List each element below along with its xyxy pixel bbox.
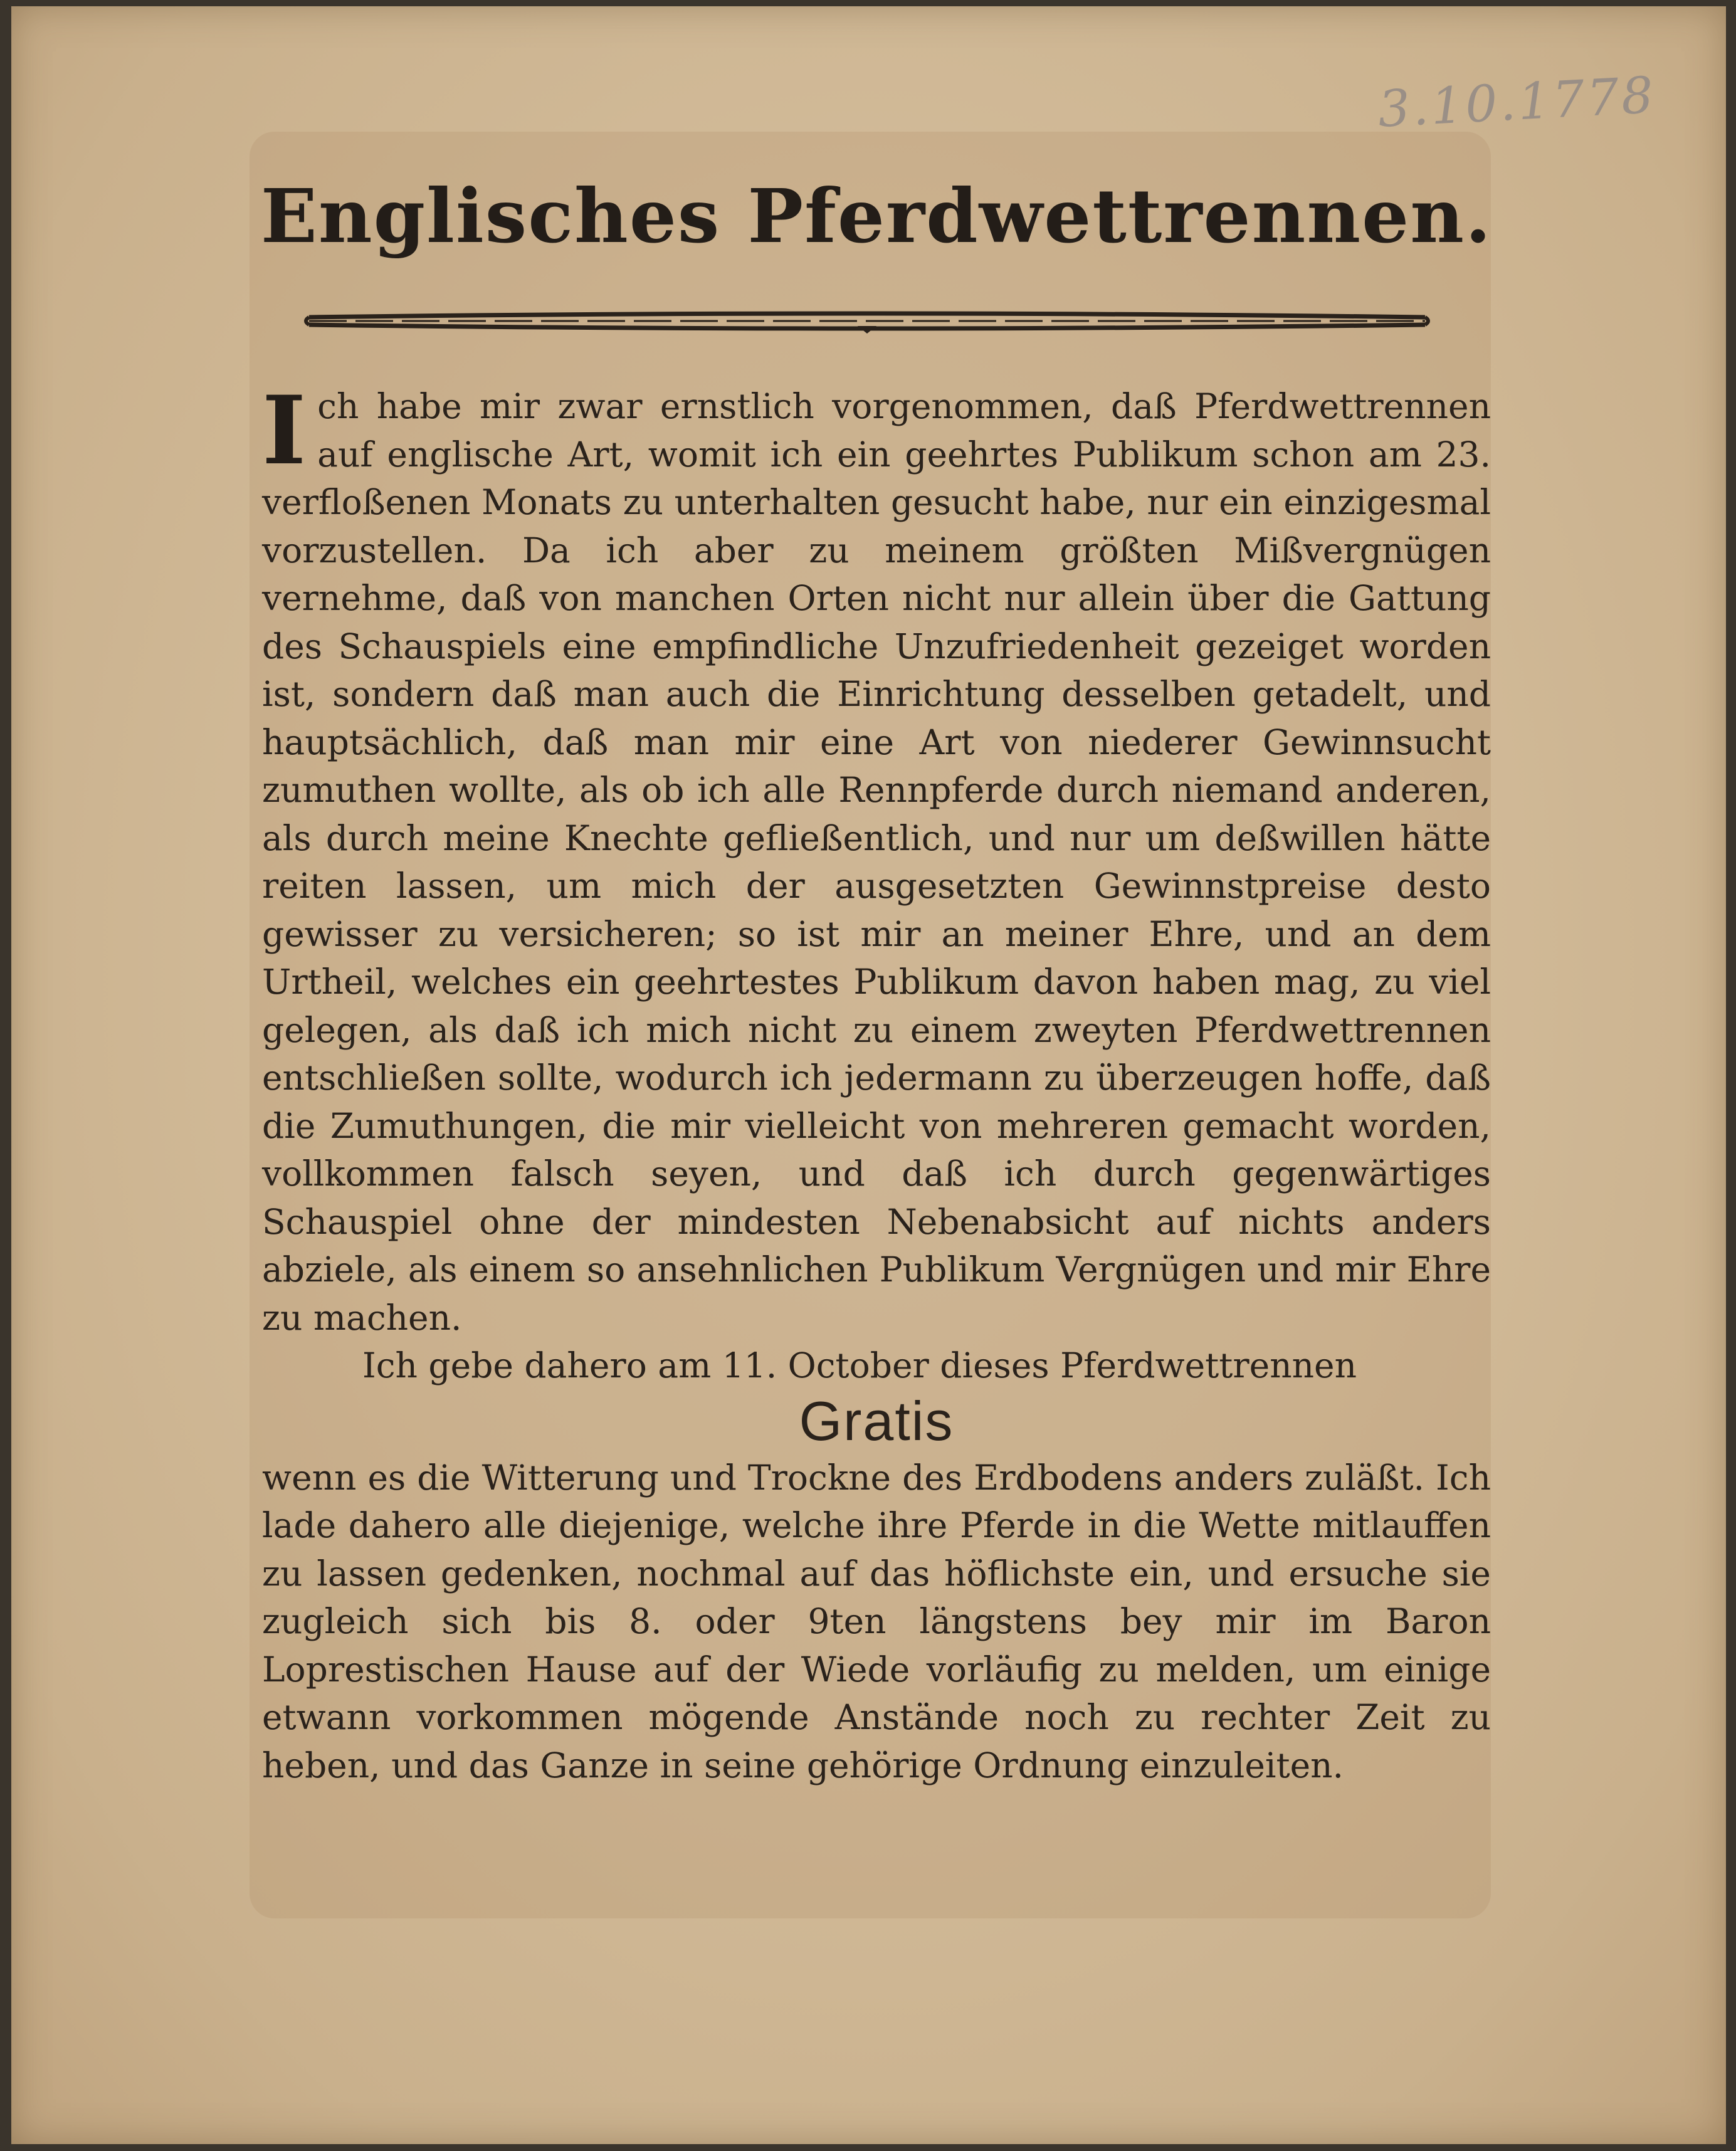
paragraph-1-text: ch habe mir zwar ernstlich vorgenommen, daß Pferdwettrennen auf englische Art, womit ich ein geehrtes Publikum schon am 23. verfloßenen Monats zu unterhalten gesucht habe, nur ein einzigesmal vorzustellen. Da ich aber zu meinem größten Mißvergnügen vernehme, daß von manchen Orten nicht nur allein über die Gattung des Schauspiels eine empfindliche Unzufriedenheit gezeiget worden ist, sondern daß man auch die Einrichtung desselben getadelt, und hauptsächlich, daß man mir eine Art von niederer Gewinnsucht zumuthen wollte, als ob ich alle Rennpferde durch niemand anderen, als durch meine Knechte gefließentlich, und nur um deßwillen hätte reiten lassen, um mich der ausgesetzten Gewinnstpreise desto gewisser zu versicheren; so ist mir an meiner Ehre, und an dem Urtheil, welches ein geehrtestes Publikum davon haben mag, zu viel gelegen, als daß ich mich nicht zu einem zweyten Pferdwettrennen entschließen sollte, wodurch ich jedermann zu überzeugen hoffe, daß die Zumuthungen, die mir vielleicht von mehreren gemacht worden, vollkommen falsch seyen, und daß ich durch gegenwärtiges Schauspiel ohne der mindesten Nebenabsicht auf nichts anders abziele, als einem so ansehnlichen Publikum Vergnügen und mir Ehre zu machen.: [262, 386, 1491, 1338]
document-page: [11, 6, 1726, 2144]
notice-body: [262, 376, 1491, 1789]
handwritten-date-note: 3.10.1778: [1376, 65, 1658, 139]
drop-cap-letter: I: [262, 376, 307, 486]
paragraph-3: wenn es die Witterung und Trockne des Erdbodens anders zuläßt. Ich lade dahero alle diejenige, welche ihre Pferde in die Wette mitlauffen zu lassen gedenken, nochmal auf das höflichste ein, und ersuche sie zugleich sich bis 8. oder 9ten längstens bey mir im Baron Loprestischen Hause auf der Wiede vorläufig zu melden, um einige etwann vorkommen mögende Anstände noch zu rechter Zeit zu heben, und das Ganze in seine gehörige Ordnung einzuleiten.: [262, 1457, 1491, 1785]
paragraph-1: [262, 376, 1491, 1342]
decorative-rule-ornament: [303, 307, 1431, 335]
page-title: Englisches Pferdwettrennen.: [260, 172, 1493, 260]
gratis-heading: Gratis: [799, 1389, 954, 1452]
paragraph-2: Ich gebe dahero am 11. October dieses Pferdwettrennen: [362, 1345, 1357, 1386]
